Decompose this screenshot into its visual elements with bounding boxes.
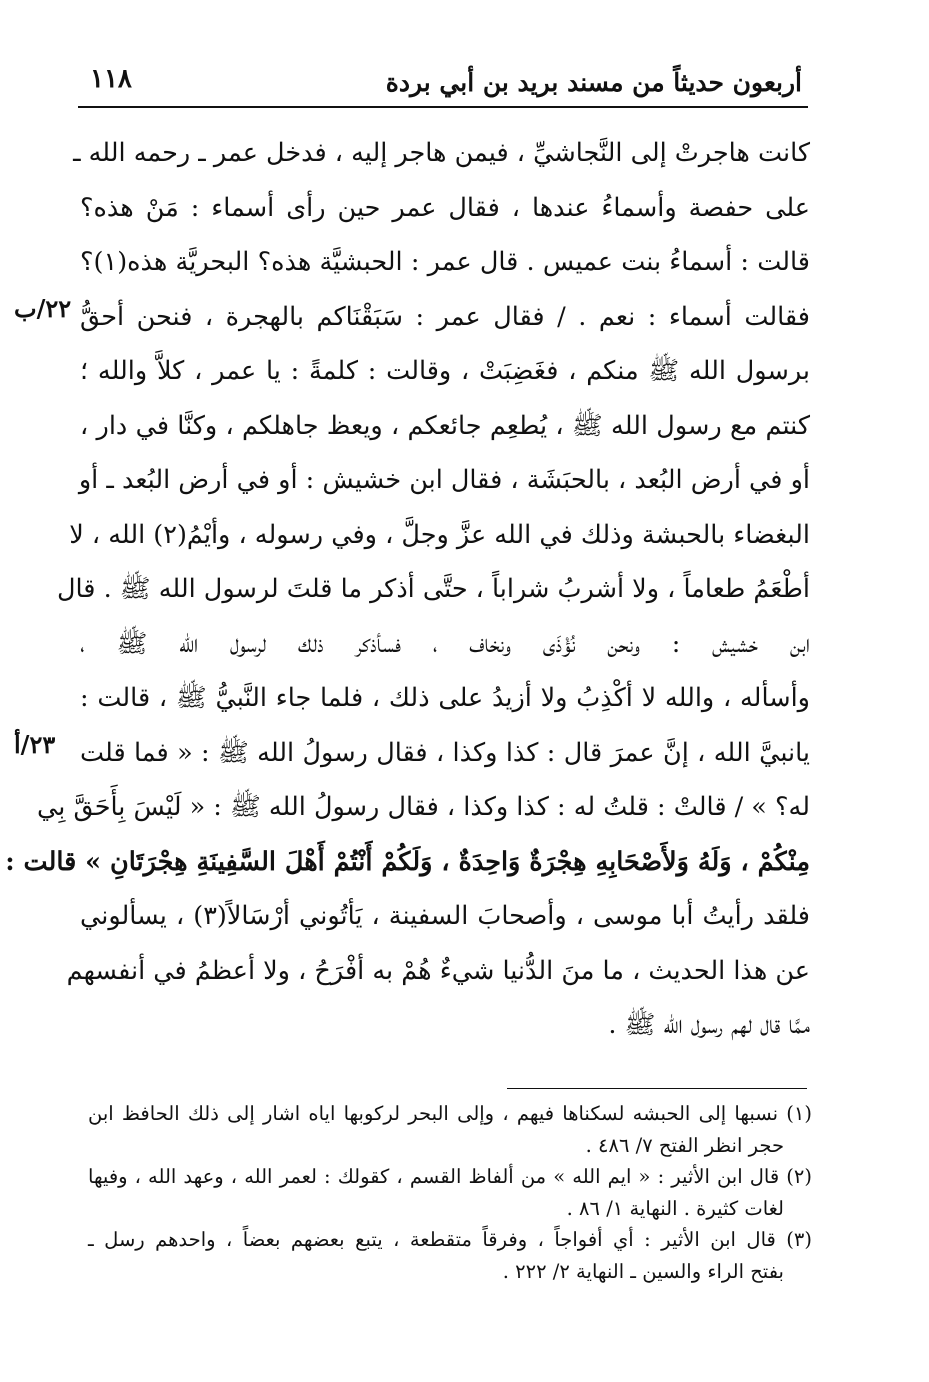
body-line: فلقد رأيتُ أبا موسى ، وأصحابَ السفينة ، يَأتُوني أرْسَالاً(٣) ، يسألوني xyxy=(80,901,810,931)
footnote-divider xyxy=(507,1088,807,1089)
body-line: أطْعَمُ طعاماً ، ولا أشربُ شراباً ، حتَّى أذكر ما قلتَ لرسول الله ﷺ . قال xyxy=(57,574,810,604)
body-line: عن هذا الحديث ، ما منَ الدُّنيا شيءٌ هُمْ به أفْرَحُ ، ولا أعظمُ في أنفسهم xyxy=(66,955,810,986)
body-line: أو في أرض البُعد ، بالحبَشَة ، فقال ابن خشيش : أو في أرض البُعد ـ أو xyxy=(78,465,810,495)
body-line: على حفصة وأسماءُ عندها ، فقال عمر حين رأى أسماء : مَنْ هذه؟ xyxy=(80,192,810,223)
body-line: له؟ » / قالتْ : قلتُ له : كذا وكذا ، فقال رسولُ الله ﷺ : « لَيْسَ بِأَحَقَّ بِي xyxy=(37,792,810,822)
footnote-line: (١) نسبها إلى الحبشه لسكناها فيهم ، وإلى البحر لركوبها اياه اشار إلى ذلك الحافظ ابن xyxy=(88,1102,812,1125)
body-line: فقالت أسماء : نعم . / فقال عمر : سَبَقْنَاكم بالهجرة ، فنحن أحقُّ xyxy=(80,301,810,332)
footnote-line: حجر انظر الفتح ٧/ ٤٨٦ . xyxy=(585,1133,784,1157)
page-header xyxy=(78,62,808,108)
manuscript-folio-ref: ٢٣/أ xyxy=(14,730,56,759)
body-line: قالت : أسماءُ بنت عميس . قال عمر : الحبشيَّة هذه؟ البحريَّة هذه(١)؟ xyxy=(80,247,810,277)
footnotes xyxy=(88,1098,812,1287)
body-line: ابن خشيش : ونحن نُؤْذَى ونخاف ، فسأذكر ذلك لرسول الله ﷺ ، xyxy=(80,628,810,659)
running-title: أربعون حديثاً من مسند بريد بن أبي بردة xyxy=(385,68,802,97)
page-number: ١١٨ xyxy=(90,64,132,94)
body-line: البغضاء بالحبشة وذلك في الله عزَّ وجلَّ ، وفي رسوله ، وأيْمُ(٢) الله ، لا xyxy=(69,519,810,550)
body-line: كنتم مع رسول الله ﷺ ، يُطعِم جائعكم ، ويعظ جاهلكم ، وكنَّا في دار ، xyxy=(80,410,810,441)
body-line: كانت هاجرتْ إلى النَّجاشيِّ ، فيمن هاجر إليه ، فدخل عمر ـ رحمه الله ـ xyxy=(73,138,810,168)
body-line: برسول الله ﷺ منكم ، فغَضِبَتْ ، وقالت : كلمةً : يا عمر ، كلاَّ والله ؛ xyxy=(80,356,810,386)
footnote-line: (٣) قال ابن الأثير : أي أفواجاً ، وفرقاً متقطعة ، يتبع بعضهم بعضاً ، واحدهم رسل ـ xyxy=(88,1228,812,1251)
body-line: وأسأله ، والله لا أكْذِبُ ولا أزيدُ على ذلك ، فلما جاء النَّبيُّ ﷺ ، قالت : xyxy=(80,683,810,713)
footnote-line: بفتح الراء والسين ـ النهاية ٢/ ٢٢٢ . xyxy=(502,1259,784,1283)
footnote-line: (٢) قال ابن الأثير : « ايم الله » من ألفاظ القسم ، كقولك : لعمر الله ، وعهد الله ، وفيها xyxy=(88,1165,812,1188)
body-line: يانبيَّ الله ، إنَّ عمرَ قال : كذا وكذا ، فقال رسولُ الله ﷺ : « فما قلت xyxy=(80,737,810,768)
footnote-line: لغات كثيرة . النهاية ١/ ٨٦ . xyxy=(566,1196,784,1220)
body-line: ممَّا قال لهم رسول الله ﷺ . xyxy=(608,1010,810,1040)
body-line-hadith: مِنْكُمْ ، وَلَهُ وَلأَصْحَابِهِ هِجْرَةٌ وَاحِدَةٌ ، وَلَكُمْ أَنْتُمْ أَهْلَ السَّفِينَةِ هِجْرَتَانِ » قالت : xyxy=(5,846,810,877)
manuscript-folio-ref: ٢٢/ب xyxy=(14,294,72,323)
